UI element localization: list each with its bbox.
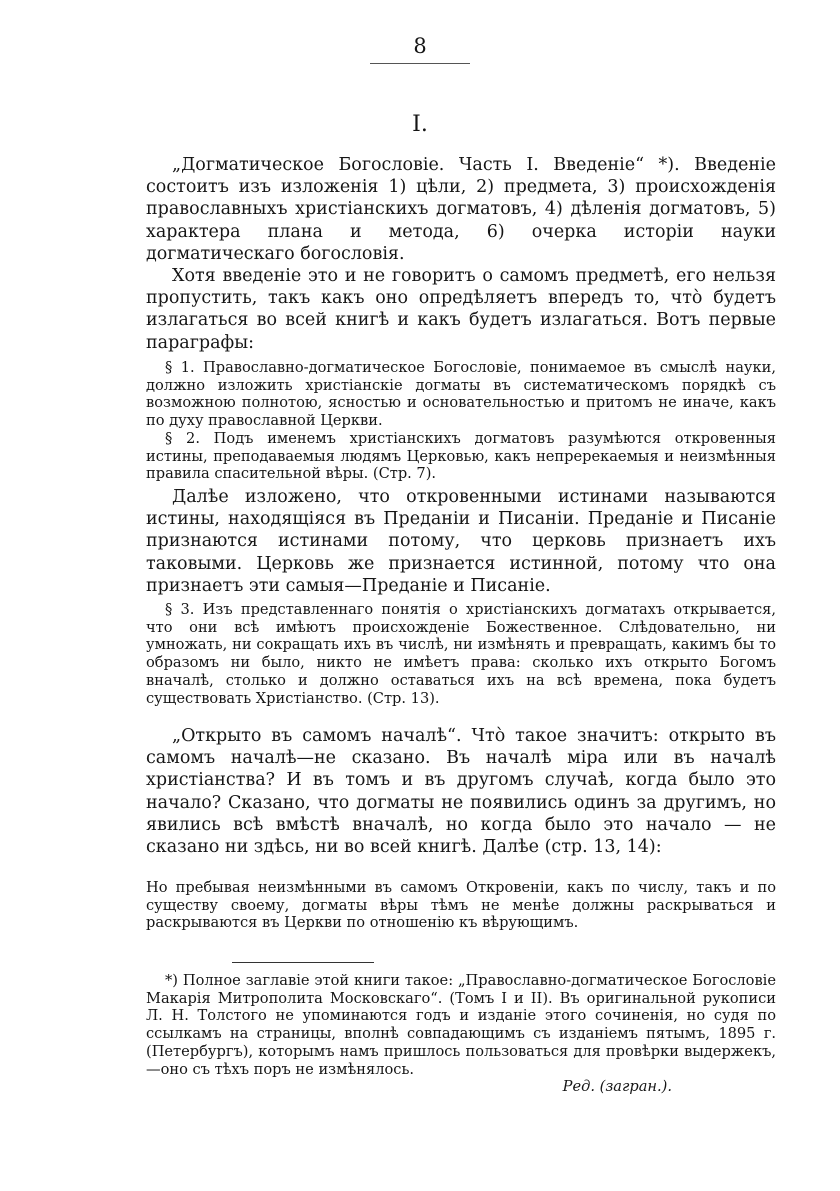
footnote-signature: Ред. (загран.). [562, 1078, 672, 1096]
quote-paragraph-3 [146, 601, 776, 707]
quote-paragraph-continued [146, 879, 776, 932]
paragraph-commentary-2 [146, 725, 776, 858]
quote-paragraphs-1-2 [146, 359, 776, 483]
paragraph-intro [146, 154, 776, 354]
footnote-divider [232, 962, 374, 963]
quote-text: Но пребывая неизмѣнными въ самомъ Откровеніи, какъ по числу, такъ и по существу своему, догматы вѣры тѣмъ не менѣе должны раскрываться и раскрываются въ Церкви по отношенію къ вѣрующимъ. [146, 879, 776, 932]
page-number: 8 [413, 34, 427, 58]
header-divider [370, 63, 470, 64]
chapter-heading: I. [412, 112, 428, 137]
quote-text: § 1. Православно-догматическое Богословіе, понимаемое въ смыслѣ науки, должно изложить христіанскіе догматы въ систематическомъ порядкѣ съ возможною полнотою, ясностью и основательностью и притомъ не иначе, какъ по духу православной Церкви. [146, 359, 776, 430]
paragraph-text: Далѣе изложено, что откровенными истинами называются истины, находящіяся въ Преданіи и Писаніи. Преданіе и Писаніе признаются истинами потому, что церковь признаетъ ихъ таковыми. Церковь же признается истинной, потому что она признаетъ эти самыя—Преданіе и Писаніе. [146, 487, 776, 596]
paragraph-text: „Открыто въ самомъ началѣ“. Что̀ такое значитъ: открыто въ самомъ началѣ—не сказано. Въ началѣ міра или въ началѣ христіанства? И въ томъ и въ другомъ случаѣ, когда было это начало? Сказано, что догматы не появились одинъ за другимъ, но явились всѣ вмѣстѣ вначалѣ, но когда было это начало — не сказано ни здѣсь, ни во всей книгѣ. Далѣе (стр. 13, 14): [146, 726, 776, 858]
paragraph-text: „Догматическое Богословіе. Часть I. Введеніе“ *). Введеніе состоитъ изъ изложенія 1) цѣли, 2) предмета, 3) происхожденія православныхъ христіанскихъ догматовъ, 4) дѣленія догматовъ, 5) характера плана и метода, 6) очерка исторіи науки догматическаго богословія. [146, 155, 776, 264]
paragraph-text: Хотя введеніе это и не говоритъ о самомъ предметѣ, его нельзя пропустить, такъ какъ оно опредѣляетъ впередъ то, что̀ будетъ излагаться во всей книгѣ и какъ будетъ излагаться. Вотъ первые параграфы: [146, 266, 776, 353]
quote-text: § 3. Изъ представленнаго понятія о христіанскихъ догматахъ открывается, что они всѣ имѣютъ происхожденіе Божественное. Слѣдовательно, ни умножать, ни сокращать ихъ въ числѣ, ни измѣнять и превращать, какимъ бы то образомъ ни было, никто не имѣетъ права: сколько ихъ открыто Богомъ вначалѣ, столько и должно оставаться ихъ на всѣ времена, пока будетъ существовать Христіанство. (Стр. 13). [146, 601, 776, 707]
footnote-text: *) Полное заглавіе этой книги такое: „Православно-догматическое Богословіе Макарія Митрополита Московскаго“. (Томъ I и II). Въ оригинальной рукописи Л. Н. Толстого не упоминаются годъ и изданіе этого сочиненія, но судя по ссылкамъ на страницы, вполнѣ совпадающимъ съ изданіемъ пятымъ, 1895 г. (Петербургъ), которымъ намъ пришлось пользоваться для провѣрки выдержекъ,—оно съ тѣхъ поръ не измѣнялось. [146, 972, 776, 1078]
quote-text: § 2. Подъ именемъ христіанскихъ догматовъ разумѣются откровенныя истины, преподаваемыя людямъ Церковью, какъ непререкаемыя и неизмѣнныя правила спасительной вѣры. (Стр. 7). [146, 429, 776, 483]
paragraph-commentary-1 [146, 486, 776, 597]
footnote [146, 972, 776, 1096]
